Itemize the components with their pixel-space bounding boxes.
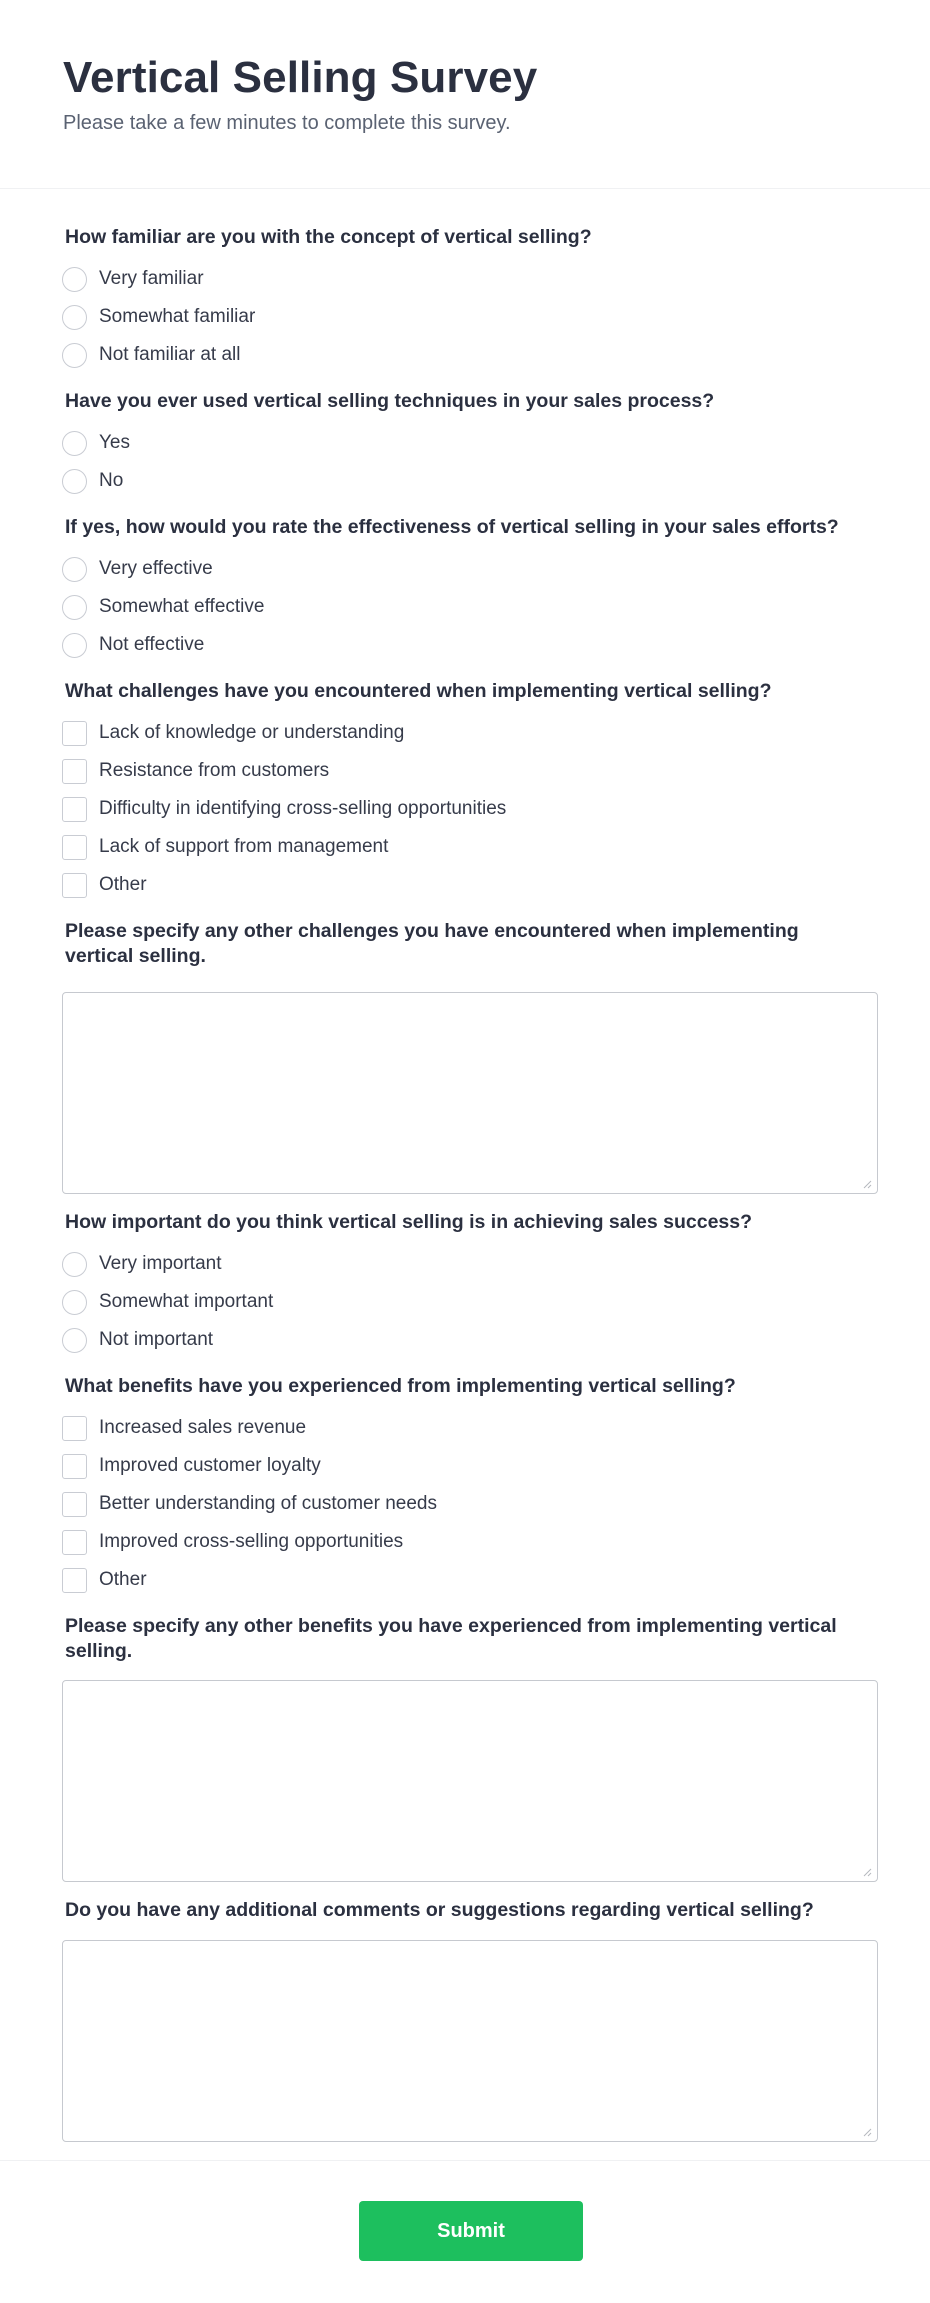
radio-button[interactable]: [62, 1252, 87, 1277]
option-label: Lack of support from management: [99, 836, 389, 857]
radio-option-very-familiar[interactable]: [62, 265, 204, 293]
checkbox[interactable]: [62, 873, 87, 898]
checkbox[interactable]: [62, 797, 87, 822]
checkbox[interactable]: [62, 1568, 87, 1593]
submit-button[interactable]: Submit: [359, 2201, 583, 2261]
checkbox-option-cross-selling[interactable]: [62, 1528, 403, 1556]
radio-option-not-effective[interactable]: [62, 631, 204, 659]
radio-button[interactable]: [62, 595, 87, 620]
radio-option-somewhat-familiar[interactable]: [62, 303, 255, 331]
page-title: Vertical Selling Survey: [63, 53, 538, 102]
option-label: Not familiar at all: [99, 344, 241, 365]
option-label: Better understanding of customer needs: [99, 1493, 437, 1514]
checkbox[interactable]: [62, 1454, 87, 1479]
option-label: Improved cross-selling opportunities: [99, 1531, 404, 1552]
option-label: Difficulty in identifying cross-selling opportunities: [99, 798, 507, 819]
radio-option-somewhat-important[interactable]: [62, 1288, 273, 1316]
checkbox[interactable]: [62, 759, 87, 784]
question-label-effectiveness: If yes, how would you rate the effectiveness of vertical selling in your sales efforts?: [65, 516, 839, 538]
question-label-additional-comments: Do you have any additional comments or suggestions regarding vertical selling?: [65, 1899, 814, 1921]
radio-option-yes[interactable]: [62, 429, 130, 457]
radio-option-not-familiar[interactable]: [62, 341, 241, 369]
radio-option-not-important[interactable]: [62, 1326, 213, 1354]
radio-button[interactable]: [62, 1290, 87, 1315]
question-label-other-benefits: Please specify any other benefits you have experienced from implementing vertical selling.: [65, 1615, 837, 1662]
option-label: Increased sales revenue: [99, 1417, 307, 1438]
checkbox-option-customer-loyalty[interactable]: [62, 1452, 321, 1480]
other-challenges-textarea[interactable]: [62, 992, 878, 1194]
radio-button[interactable]: [62, 633, 87, 658]
option-label: Somewhat familiar: [99, 306, 256, 327]
checkbox[interactable]: [62, 1416, 87, 1441]
option-label: Not effective: [99, 634, 205, 655]
option-label: Somewhat effective: [99, 596, 265, 617]
option-label: Improved customer loyalty: [99, 1455, 321, 1476]
option-label: Very effective: [99, 558, 213, 579]
checkbox-option-customer-needs[interactable]: [62, 1490, 437, 1518]
option-label: Yes: [99, 432, 130, 453]
question-label-benefits: What benefits have you experienced from implementing vertical selling?: [65, 1375, 736, 1397]
survey-header: [0, 0, 930, 189]
page-subtitle: Please take a few minutes to complete this survey.: [63, 112, 511, 134]
radio-button[interactable]: [62, 469, 87, 494]
question-label-other-challenges: Please specify any other challenges you have encountered when implementing vertical selling.: [65, 920, 799, 967]
option-label: Not important: [99, 1329, 214, 1350]
checkbox[interactable]: [62, 721, 87, 746]
other-benefits-textarea[interactable]: [62, 1680, 878, 1882]
checkbox-option-other-challenges[interactable]: [62, 871, 147, 899]
option-label: Resistance from customers: [99, 760, 330, 781]
footer-divider: [0, 2160, 930, 2161]
radio-option-very-important[interactable]: [62, 1250, 222, 1278]
question-label-challenges: What challenges have you encountered when implementing vertical selling?: [65, 680, 772, 702]
option-label: Very important: [99, 1253, 222, 1274]
checkbox[interactable]: [62, 1530, 87, 1555]
radio-button[interactable]: [62, 557, 87, 582]
option-label: Other: [99, 1569, 147, 1590]
checkbox-option-difficulty[interactable]: [62, 795, 506, 823]
checkbox-option-lack-of-support[interactable]: [62, 833, 388, 861]
question-label-used-techniques: Have you ever used vertical selling techniques in your sales process?: [65, 390, 715, 412]
radio-button[interactable]: [62, 431, 87, 456]
checkbox-option-increased-revenue[interactable]: [62, 1414, 306, 1442]
option-label: Other: [99, 874, 147, 895]
radio-option-no[interactable]: [62, 467, 123, 495]
question-label-familiarity: How familiar are you with the concept of vertical selling?: [65, 226, 592, 248]
question-label-importance: How important do you think vertical selling is in achieving sales success?: [65, 1211, 753, 1233]
option-label: Very familiar: [99, 268, 204, 289]
checkbox[interactable]: [62, 1492, 87, 1517]
option-label: No: [99, 470, 124, 491]
radio-option-somewhat-effective[interactable]: [62, 593, 264, 621]
checkbox-option-resistance[interactable]: [62, 757, 329, 785]
checkbox-option-lack-of-knowledge[interactable]: [62, 719, 404, 747]
additional-comments-textarea[interactable]: [62, 1940, 878, 2142]
radio-button[interactable]: [62, 1328, 87, 1353]
radio-button[interactable]: [62, 343, 87, 368]
checkbox-option-other-benefits[interactable]: [62, 1566, 147, 1594]
radio-option-very-effective[interactable]: [62, 555, 213, 583]
option-label: Somewhat important: [99, 1291, 274, 1312]
radio-button[interactable]: [62, 305, 87, 330]
checkbox[interactable]: [62, 835, 87, 860]
radio-button[interactable]: [62, 267, 87, 292]
option-label: Lack of knowledge or understanding: [99, 722, 405, 743]
